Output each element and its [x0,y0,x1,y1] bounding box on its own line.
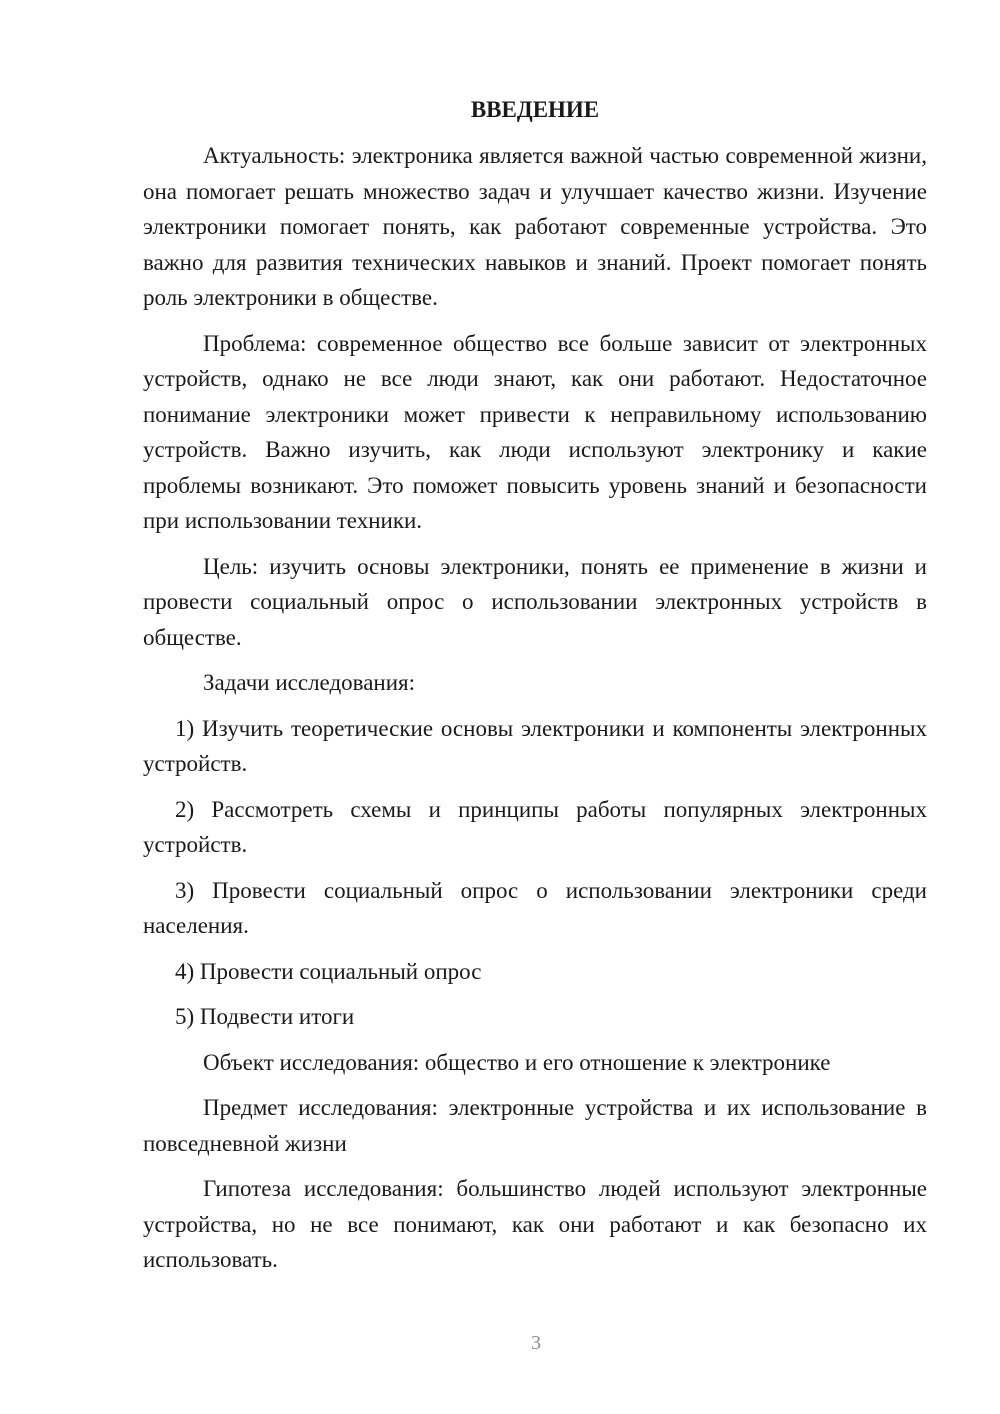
task-item-4: 4) Провести социальный опрос [175,958,482,984]
relevance-paragraph: Актуальность: электроника является важной частью современной жизни, она помогает решать множество задач и улучшает качество жизни. Изучение электроники помогает понять, как работают современные устройства. Это важно для развития технических навыков и знаний. Проект помогает понять роль электроники в обществе. [143,143,927,310]
page-number: 3 [531,1332,541,1354]
object-paragraph: Объект исследования: общество и его отношение к электронике [203,1049,831,1075]
task-item-5: 5) Подвести итоги [175,1004,355,1029]
document-page [143,92,927,1288]
task-item-2: 2) Рассмотреть схемы и принципы работы популярных электронных устройств. [143,796,927,857]
subject-paragraph: Предмет исследования: электронные устройства и их использование в повседневной жизни [143,1095,927,1156]
task-item-1: 1) Изучить теоретические основы электроники и компоненты электронных устройств. [143,715,927,776]
goal-paragraph: Цель: изучить основы электроники, понять ее применение в жизни и провести социальный опрос о использовании электронных устройств в обществе. [143,553,927,650]
section-title: ВВЕДЕНИЕ [470,97,600,122]
tasks-heading: Задачи исследования: [203,670,416,695]
problem-paragraph: Проблема: современное общество все больше зависит от электронных устройств, однако не все люди знают, как они работают. Недостаточное понимание электроники может привести к неправильному использованию устройств. Важно изучить, как люди используют электронику и какие проблемы возникают. Это поможет повысить уровень знаний и безопасности при использовании техники. [143,330,927,533]
hypothesis-paragraph: Гипотеза исследования: большинство людей используют электронные устройства, но не все понимают, как они работают и как безопасно их использовать. [143,1176,927,1272]
task-item-3: 3) Провести социальный опрос о использовании электроники среди населения. [143,877,927,938]
